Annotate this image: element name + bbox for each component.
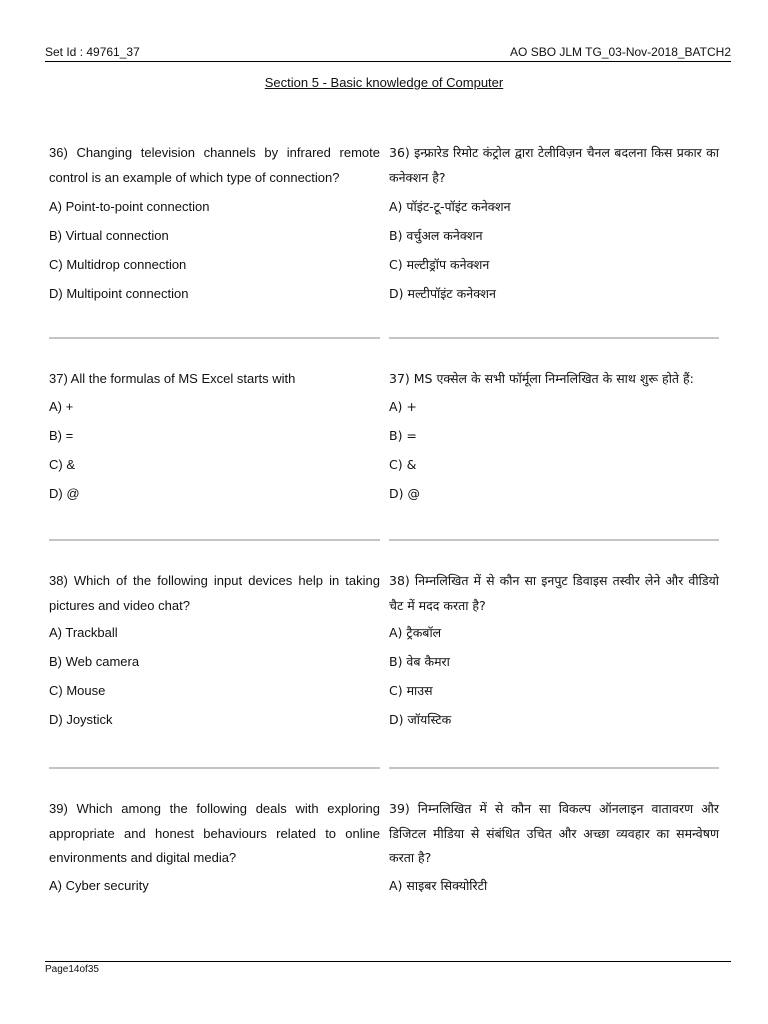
- question-english: [49, 141, 380, 308]
- question-separator: [389, 767, 719, 769]
- question-hindi: [389, 141, 719, 308]
- question-english: [49, 367, 380, 508]
- option-a: A) +: [389, 398, 417, 414]
- option-c: C) Multidrop connection: [49, 257, 187, 272]
- question-separator: [389, 337, 719, 339]
- question-text: 39) Which among the following deals with exploring appropriate and honest behaviours related to online environments and digital media?: [49, 801, 380, 865]
- question-text: 36) इन्फ्रारेड रिमोट कंट्रोल द्वारा टेलीविज़न चैनल बदलना किस प्रकार का कनेक्शन है?: [389, 145, 719, 185]
- option-d: D) Multipoint connection: [49, 286, 189, 301]
- option-b: B) Virtual connection: [49, 228, 169, 243]
- question-text: 36) Changing television channels by infrared remote control is an example of which type of connection?: [49, 145, 380, 185]
- question-english: [49, 569, 380, 734]
- question-separator: [49, 337, 380, 339]
- option-a: A) Cyber security: [49, 877, 149, 893]
- option-a: A) पॉइंट-टू-पॉइंट कनेक्शन: [389, 199, 511, 214]
- header-rule: [45, 61, 731, 62]
- section-title: Section 5 - Basic knowledge of Computer: [264, 75, 504, 90]
- question-hindi: [389, 797, 719, 900]
- footer-rule: [45, 961, 731, 962]
- question-separator: [389, 539, 719, 541]
- question-hindi: [389, 367, 719, 508]
- question-text: 37) All the formulas of MS Excel starts with: [49, 371, 296, 386]
- option-b: B) वेब कैमरा: [389, 654, 450, 669]
- option-d: D) Joystick: [49, 712, 113, 727]
- option-a: A) साइबर सिक्योरिटी: [389, 877, 488, 893]
- option-c: C) Mouse: [49, 683, 106, 698]
- exam-code: AO SBO JLM TG_03-Nov-2018_BATCH2: [510, 45, 731, 59]
- option-c: C) माउस: [389, 683, 433, 698]
- option-b: B) Web camera: [49, 654, 140, 669]
- option-d: D) मल्टीपॉइंट कनेक्शन: [389, 286, 496, 301]
- option-b: B) =: [389, 427, 417, 443]
- question-hindi: [389, 569, 719, 734]
- option-c: C) मल्टीड्रॉप कनेक्शन: [389, 257, 490, 272]
- question-separator: [49, 539, 380, 541]
- question-text: 38) निम्नलिखित में से कौन सा इनपुट डिवाइस तस्वीर लेने और वीडियो चैट में मदद करता है?: [389, 573, 719, 613]
- option-c: C) &: [49, 456, 75, 472]
- question-english: [49, 797, 380, 900]
- option-b: B) =: [49, 427, 74, 443]
- question-separator: [49, 767, 380, 769]
- option-d: D) जॉयस्टिक: [389, 712, 452, 727]
- page-number: Page14of35: [45, 964, 99, 975]
- question-text: 38) Which of the following input devices help in taking pictures and video chat?: [49, 573, 380, 613]
- option-a: A) ट्रैकबॉल: [389, 625, 442, 640]
- option-a: A) Point-to-point connection: [49, 199, 210, 214]
- option-a: A) Trackball: [49, 625, 118, 640]
- set-id: Set Id : 49761_37: [45, 45, 140, 59]
- option-d: D) @: [389, 485, 420, 501]
- option-d: D) @: [49, 485, 80, 501]
- question-text: 39) निम्नलिखित में से कौन सा विकल्प ऑनलाइन वातावरण और डिजिटल मीडिया से संबंधित उचित और अच्छा व्यवहार का समन्वेषण करता है?: [389, 801, 719, 865]
- option-c: C) &: [389, 456, 417, 472]
- question-text: 37) MS एक्सेल के सभी फॉर्मूला निम्नलिखित के साथ शुरू होते हैं:: [389, 371, 694, 386]
- option-a: A) +: [49, 398, 74, 414]
- page-header: [45, 45, 731, 61]
- option-b: B) वर्चुअल कनेक्शन: [389, 228, 483, 243]
